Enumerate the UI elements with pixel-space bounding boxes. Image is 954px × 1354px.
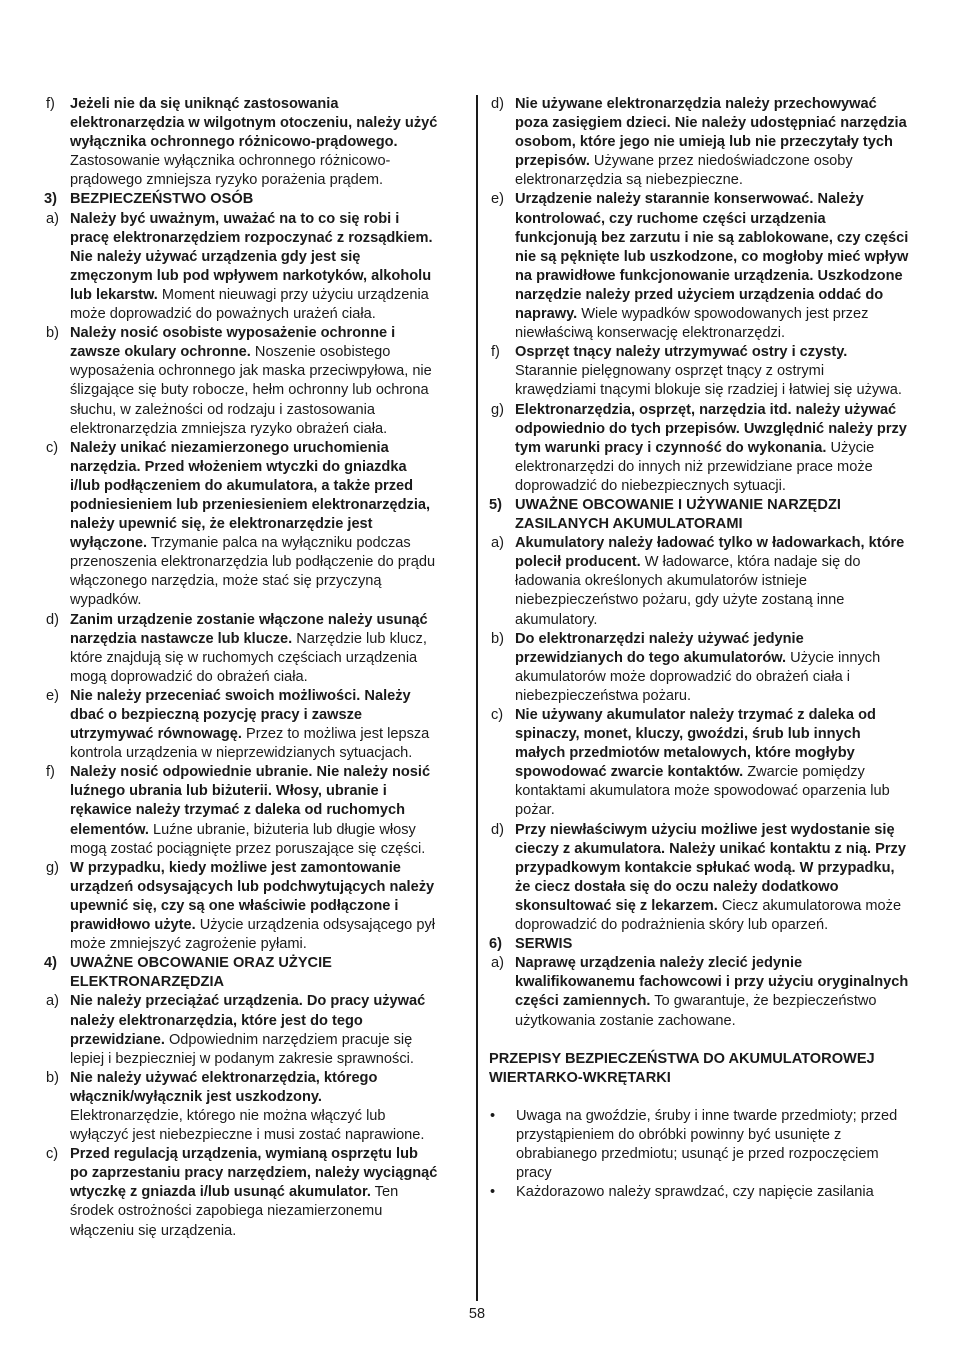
item-label: d): [491, 821, 504, 838]
list-item: [44, 439, 438, 611]
item-label: f): [46, 96, 55, 112]
spacer: [489, 1088, 909, 1107]
item-body-text: Starannie pielęgnowany osprzęt tnący z ostrymi krawędziami tnącymi blokuje się rzadziej i łatwiej się używa.: [515, 363, 902, 399]
list-item: [44, 1069, 438, 1145]
list-item: [44, 763, 438, 858]
item-bold-text: Urządzenie należy starannie konserwować. Należy kontrolować, czy ruchome części urządzenia funkcjonują bez zarzutu i nie są zablokowane, czy części nie są pęknięte lub uszkodzone, co mogłoby mieć wpływ na prawidłowe funkcjonowanie urządzenia. Uszkodzone narzędzie należy przed użyciem urządzenia oddać do naprawy.: [515, 191, 909, 323]
right-column: [489, 95, 909, 1202]
item-label: f): [46, 764, 55, 781]
item-body-text: Używane przez niedoświadczone osoby elektronarzędzia są niebezpieczne.: [515, 153, 853, 189]
bullet-item: [489, 1107, 909, 1183]
list-item: [44, 687, 438, 763]
section-heading: [489, 935, 909, 954]
item-label: b): [491, 630, 504, 647]
bullet-item: [489, 1183, 909, 1202]
section-heading: [489, 496, 909, 534]
page-number: 58: [468, 1306, 486, 1322]
item-label: c): [491, 707, 504, 723]
list-item: [44, 210, 438, 325]
item-bold-text: Jeżeli nie da się uniknąć zastosowania elektronarzędzia w wilgotnym otoczeniu, należy użyć wyłącznika ochronnego różnicowo-prądowego.: [70, 96, 438, 151]
item-body-text: Ten środek ostrożności zapobiega niezamierzonemu włączeniu się urządzenia.: [70, 1184, 399, 1239]
item-bold-text: Nie używane elektronarzędzia należy przechowywać poza zasięgiem dzieci. Nie należy udostępniać narzędzia osobom, które jego nie umieją lub nie przeczytały tych przepisów.: [515, 96, 907, 170]
list-item: [489, 821, 909, 936]
item-bold-text: Nie należy przeciążać urządzenia. Do pracy używać należy elektronarzędzia, które jest do tego przewidziane.: [70, 993, 426, 1048]
item-label: a): [491, 955, 504, 972]
list-item: [44, 992, 438, 1068]
item-bold-text: Należy nosić osobiste wyposażenie ochronne i zawsze okulary ochronne.: [70, 325, 396, 361]
item-body-text: Zwarcie pomiędzy kontaktami akumulatora może spowodować oparzenia lub pożar.: [515, 764, 890, 819]
item-label: g): [46, 859, 59, 876]
item-body-text: Użycie innych akumulatorów może doprowadzić do obrażeń ciała i niebezpieczeństwa pożaru.: [515, 649, 881, 704]
item-label: 3): [44, 191, 57, 208]
item-body-text: Wiele wypadków spowodowanych jest przez niewłaściwą konserwację elektronarzędzi.: [515, 306, 869, 342]
item-body-text: Moment nieuwagi przy użyciu urządzenia może doprowadzić do poważnych urażeń ciała.: [70, 286, 429, 323]
section-heading: [44, 190, 438, 209]
list-item: [489, 630, 909, 706]
item-body-text: W ładowarce, która nadaje się do ładowania określonych akumulatorów istnieje niebezpieczeństwo pożaru, gdy użyte zostaną inne akumulatory.: [515, 554, 861, 628]
list-item: [489, 190, 909, 343]
item-label: a): [491, 535, 504, 552]
item-bold-text: Elektronarzędzia, osprzęt, narzędzia itd. należy używać odpowiednio do tych przepisów. Uwzględnić należy przy tym warunki pracy i czynność do wykonania.: [515, 401, 907, 456]
item-label: a): [46, 993, 59, 1010]
item-body-text: Luźne ubranie, biżuteria lub długie włosy mogą zostać pociągnięte przez poruszające się części.: [70, 821, 426, 857]
item-bold-text: Akumulatory należy ładować tylko w ładowarkach, które polecił producent.: [515, 535, 905, 571]
item-body-text: Trzymanie palca na wyłączniku podczas przenoszenia elektronarzędzia lub podłączenie do prądu włączonego narzędzia, może stać się przyczyną wypadków.: [70, 535, 436, 609]
item-bold-text: Nie należy używać elektronarzędzia, którego włącznik/wyłącznik jest uszkodzony.: [70, 1069, 378, 1105]
item-body-text: Ciecz akumulatorowa może doprowadzić do podrażnienia skóry lub oparzeń.: [515, 897, 902, 934]
item-label: b): [46, 325, 59, 342]
item-body-text: Użycie elektronarzędzi do innych niż przewidziane prace może doprowadzić do niebezpiecznych sytuacji.: [515, 439, 875, 494]
list-item: [44, 324, 438, 439]
item-body-text: Zastosowanie wyłącznika ochronnego różnicowo-prądowego zmniejsza ryzyko porażenia prądem.: [70, 153, 391, 189]
list-item: [44, 611, 438, 687]
item-bold-text: Należy nosić odpowiednie ubranie. Nie należy nosić luźnego ubrania lub biżuterii. Włosy, ubranie i rękawice należy trzymać z daleka od ruchomych elementów.: [70, 764, 431, 838]
list-item: [489, 534, 909, 629]
item-body-text: Przez to możliwa jest lepsza kontrola urządzenia w nieprzewidzianych sytuacjach.: [70, 726, 430, 762]
item-label: d): [46, 611, 59, 628]
item-bold-text: Nie używany akumulator należy trzymać z daleka od spinaczy, monet, kluczy, gwoździ, śrub lub innych małych przedmiotów metalowych, które mogłyby spowodować zwarcie kontaktów.: [515, 707, 876, 781]
item-bold-text: Przed regulacją urządzenia, wymianą osprzętu lub po zaprzestaniu pracy narzędziem, należy wyciągnąć wtyczkę z gniazda i/lub usunąć akumulator.: [70, 1146, 438, 1201]
item-bold-text: Nie należy przeceniać swoich możliwości. Należy dbać o bezpieczną pozycję pracy i zawsze utrzymywać równowagę.: [70, 687, 411, 743]
item-bold-text: UWAŻNE OBCOWANIE ORAZ UŻYCIE ELEKTRONARZĘDZIA: [70, 955, 332, 991]
bullet-text: Uwaga na gwoździe, śruby i inne twarde przedmioty; przed przystąpieniem do obróbki powinny być usunięte z obrabianego przedmiotu; usunąć je przed rozpoczęciem pracy: [516, 1107, 898, 1182]
item-label: 5): [489, 496, 502, 513]
column-divider: [476, 95, 478, 1301]
item-bold-text: Osprzęt tnący należy utrzymywać ostry i czysty.: [515, 344, 848, 361]
item-label: e): [46, 687, 59, 704]
item-body-text: Noszenie osobistego wyposażenia ochronnego jak maska przeciwpyłowa, nie ślizgające się buty robocze, hełm ochronny lub ochrona słuchu, w zależności od rodzaju i zastosowania elektronarzędzia zmniejsza ryzyko obrażeń ciała.: [70, 344, 432, 437]
item-bold-text: Przy niewłaściwym użyciu możliwe jest wydostanie się cieczy z akumulatora. Należy unikać kontaktu z nią. Przy przypadkowym kontakcie spłukać wodą. W przypadku, że ciecz dostała się do oczu należy dodatkowo skonsultować się z lekarzem.: [515, 821, 906, 914]
list-item: [489, 343, 909, 400]
item-body-text: Elektronarzędzie, którego nie można włączyć lub wyłączyć jest niebezpieczne i musi zostać naprawione.: [70, 1107, 425, 1144]
item-label: b): [46, 1069, 59, 1086]
item-body-text: To gwarantuje, że bezpieczeństwo użytkowania zostanie zachowane.: [515, 993, 877, 1029]
item-bold-text: W przypadku, kiedy możliwe jest zamontowanie urządzeń odsysających lub podchwytujących należy upewnić się, czy są one właściwie podłączone i prawidłowo użyte.: [70, 859, 435, 934]
block-heading: PRZEPISY BEZPIECZEŃSTWA DO AKUMULATOROWEJ WIERTARKO-WKRĘTARKI: [489, 1050, 875, 1086]
item-label: 4): [44, 955, 57, 972]
item-body-text: Narzędzie lub klucz, które znajdują się w ruchomych częściach urządzenia mogą doprowadzić do obrażeń ciała.: [70, 630, 427, 685]
item-bold-text: Naprawę urządzenia należy zlecić jedynie kwalifikowanemu fachowcowi i przy użyciu oryginalnych części zamiennych.: [515, 955, 909, 1010]
list-item: [44, 1145, 438, 1240]
item-label: a): [46, 210, 59, 227]
item-label: g): [491, 401, 504, 418]
item-label: c): [46, 1146, 59, 1163]
bullet-icon: •: [490, 1107, 496, 1124]
bullet-text: Każdorazowo należy sprawdzać, czy napięcie zasilania: [516, 1184, 874, 1201]
section-heading: [44, 954, 438, 992]
item-bold-text: Należy unikać niezamierzonego uruchomienia narzędzia. Przed włożeniem wtyczki do gniazdka i/lub podłączeniem do akumulatora, a także przed podniesieniem lub przeniesieniem elektronarzędzia, należy upewnić się, że elektronarzędzie jest wyłączone.: [70, 439, 431, 552]
item-label: c): [46, 439, 59, 456]
item-bold-text: Do elektronarzędzi należy używać jedynie przewidzianych do tego akumulatorów.: [515, 630, 804, 666]
list-item: [489, 401, 909, 496]
item-label: d): [491, 96, 504, 112]
item-bold-text: Należy być uważnym, uważać na to co się robi i pracę elektronarzędziem rozpoczynać z rozsądkiem. Nie należy używać urządzenia gdy jest się zmęczonym lub pod wpływem narkotyków, alkoholu lub lekarstw.: [70, 210, 433, 303]
item-label: 6): [489, 936, 502, 953]
item-bold-text: UWAŻNE OBCOWANIE I UŻYWANIE NARZĘDZI ZASILANYCH AKUMULATORAMI: [515, 496, 841, 533]
item-bold-text: SERWIS: [515, 936, 573, 953]
left-column: [44, 95, 438, 1241]
item-body-text: Odpowiednim narzędziem pracuje się lepiej i bezpieczniej w podanym zakresie sprawności.: [70, 1031, 414, 1067]
list-item: [44, 859, 438, 954]
item-label: f): [491, 344, 500, 361]
bullet-icon: •: [490, 1184, 496, 1201]
list-item: [489, 954, 909, 1030]
item-body-text: Użycie urządzenia odsysającego pył może zmniejszyć zagrożenie pyłami.: [70, 917, 435, 953]
item-bold-text: Zanim urządzenie zostanie włączone należy usunąć narzędzia nastawcze lub klucze.: [70, 611, 428, 647]
item-bold-text: BEZPIECZEŃSTWO OSÓB: [70, 191, 254, 208]
list-item: [44, 95, 438, 190]
item-label: e): [491, 191, 504, 208]
spacer: [489, 1031, 909, 1050]
list-item: [489, 706, 909, 821]
list-item: [489, 95, 909, 190]
